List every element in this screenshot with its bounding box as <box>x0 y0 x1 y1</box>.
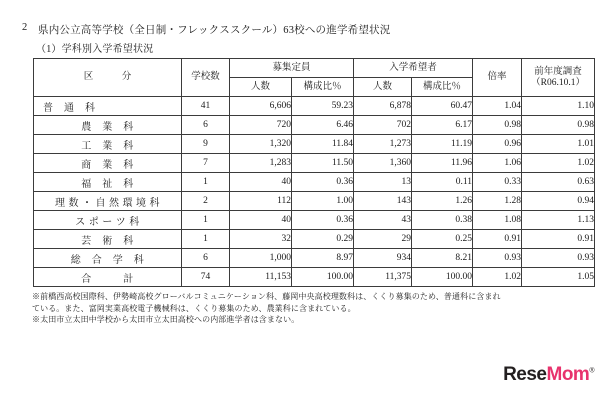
row-applicants-share: 11.19 <box>412 135 473 154</box>
row-applicants: 29 <box>354 230 412 249</box>
header-applicants-share: 構成比％ <box>412 78 473 97</box>
row-applicants-share: 0.38 <box>412 211 473 230</box>
row-schools: 41 <box>182 97 230 116</box>
row-category: 総 合 学 科 <box>34 249 182 268</box>
row-quota-share: 11.84 <box>292 135 354 154</box>
row-schools: 2 <box>182 192 230 211</box>
header-schools: 学校数 <box>182 59 230 97</box>
page-subheading: （1）学科別入学希望状況 <box>36 44 154 55</box>
row-schools: 7 <box>182 154 230 173</box>
row-category: 福 祉 科 <box>34 173 182 192</box>
row-applicants-share: 60.47 <box>412 97 473 116</box>
row-quota-share: 1.00 <box>292 192 354 211</box>
row-schools: 1 <box>182 173 230 192</box>
row-quota: 40 <box>230 211 292 230</box>
table-row <box>34 135 595 154</box>
logo-mom: Mom <box>546 364 590 385</box>
row-previous: 1.01 <box>522 135 595 154</box>
row-category: 商 業 科 <box>34 154 182 173</box>
row-quota: 112 <box>230 192 292 211</box>
table-row <box>34 154 595 173</box>
row-previous: 0.93 <box>522 249 595 268</box>
row-schools: 9 <box>182 135 230 154</box>
row-applicants-share: 0.11 <box>412 173 473 192</box>
row-applicants: 143 <box>354 192 412 211</box>
table-row <box>34 97 595 116</box>
footnote-line: ※太田市立太田中学校から太田市立太田高校への内部進学者は含まない。 <box>32 315 300 325</box>
row-previous: 0.63 <box>522 173 595 192</box>
table-row <box>34 173 595 192</box>
row-category: 芸 術 科 <box>34 230 182 249</box>
footnote-line: ※前橋西高校国際科、伊勢崎高校グローバルコミュニケーション科、藤岡中央高校理数科は、くくり募集のため、普通科に含まれ <box>32 292 501 301</box>
row-applicants: 43 <box>354 211 412 230</box>
row-quota-share: 59.23 <box>292 97 354 116</box>
row-ratio: 1.28 <box>473 192 522 211</box>
row-quota-share: 0.36 <box>292 211 354 230</box>
total-category: 合 計 <box>34 268 182 287</box>
header-previous-survey <box>522 59 595 97</box>
row-category: ス ポ ー ツ 科 <box>34 211 182 230</box>
row-ratio: 0.33 <box>473 173 522 192</box>
row-quota-share: 6.46 <box>292 116 354 135</box>
row-ratio: 0.91 <box>473 230 522 249</box>
total-quota: 11,153 <box>230 268 292 287</box>
row-ratio: 0.96 <box>473 135 522 154</box>
table-row <box>34 230 595 249</box>
row-applicants-share: 6.17 <box>412 116 473 135</box>
row-quota: 1,000 <box>230 249 292 268</box>
row-ratio: 0.98 <box>473 116 522 135</box>
cat-part: 普 通 科 <box>43 102 96 114</box>
total-previous: 1.05 <box>522 268 595 287</box>
header-ratio: 倍率 <box>473 59 522 97</box>
logo-trademark: ® <box>589 367 594 375</box>
row-quota: 1,283 <box>230 154 292 173</box>
table-row <box>34 116 595 135</box>
row-previous: 1.10 <box>522 97 595 116</box>
total-schools: 74 <box>182 268 230 287</box>
heading-title: 県内公立高等学校（全日制・フレックススクール）63校への進学希望状況 <box>38 25 391 36</box>
row-quota: 720 <box>230 116 292 135</box>
row-quota-share: 0.36 <box>292 173 354 192</box>
header-previous-line1: 前年度調査 <box>534 66 582 77</box>
heading-number: 2 <box>22 22 28 33</box>
row-previous: 0.91 <box>522 230 595 249</box>
row-applicants: 702 <box>354 116 412 135</box>
footnote-line: ている。また、富岡実業高校電子機械科は、くくり募集のため、農業科に含まれている。 <box>32 303 356 313</box>
row-applicants: 1,360 <box>354 154 412 173</box>
total-applicants-share: 100.00 <box>412 268 473 287</box>
row-schools: 6 <box>182 116 230 135</box>
row-previous: 0.94 <box>522 192 595 211</box>
row-quota: 40 <box>230 173 292 192</box>
logo-rese: Rese <box>503 364 547 385</box>
row-applicants: 934 <box>354 249 412 268</box>
table-row <box>34 249 595 268</box>
header-applicants-persons: 人数 <box>354 78 412 97</box>
footnotes <box>32 291 584 326</box>
row-applicants: 1,273 <box>354 135 412 154</box>
header-quota-share: 構成比％ <box>292 78 354 97</box>
row-ratio: 1.06 <box>473 154 522 173</box>
row-ratio: 1.08 <box>473 211 522 230</box>
row-applicants-share: 1.26 <box>412 192 473 211</box>
row-category: 農 業 科 <box>34 116 182 135</box>
row-applicants: 13 <box>354 173 412 192</box>
table-total-row <box>34 268 595 287</box>
row-quota-share: 0.29 <box>292 230 354 249</box>
enrollment-table <box>33 58 595 287</box>
row-quota: 1,320 <box>230 135 292 154</box>
row-applicants: 6,878 <box>354 97 412 116</box>
row-previous: 0.98 <box>522 116 595 135</box>
row-applicants-share: 11.96 <box>412 154 473 173</box>
row-schools: 1 <box>182 211 230 230</box>
row-quota: 6,606 <box>230 97 292 116</box>
total-applicants: 11,375 <box>354 268 412 287</box>
row-ratio: 0.93 <box>473 249 522 268</box>
row-quota-share: 8.97 <box>292 249 354 268</box>
row-ratio: 1.04 <box>473 97 522 116</box>
row-schools: 6 <box>182 249 230 268</box>
row-category: 理 数 ・ 自 然 環 境 科 <box>34 192 182 211</box>
row-quota: 32 <box>230 230 292 249</box>
table-body <box>34 97 595 287</box>
total-quota-share: 100.00 <box>292 268 354 287</box>
header-category: 区 分 <box>34 59 182 97</box>
total-ratio: 1.02 <box>473 268 522 287</box>
row-previous: 1.02 <box>522 154 595 173</box>
row-applicants-share: 0.25 <box>412 230 473 249</box>
row-category <box>34 97 182 116</box>
row-schools: 1 <box>182 230 230 249</box>
page-heading <box>22 22 584 37</box>
row-quota-share: 11.50 <box>292 154 354 173</box>
row-previous: 1.13 <box>522 211 595 230</box>
table-row <box>34 192 595 211</box>
table-row <box>34 211 595 230</box>
header-previous-line2: （R06.10.1） <box>531 77 585 88</box>
row-category: 工 業 科 <box>34 135 182 154</box>
table-header-row-1 <box>34 59 595 78</box>
header-quota-persons: 人数 <box>230 78 292 97</box>
header-quota-group: 募集定員 <box>230 59 354 78</box>
row-applicants-share: 8.21 <box>412 249 473 268</box>
resemom-logo <box>503 364 594 386</box>
header-applicants-group: 入学希望者 <box>354 59 473 78</box>
